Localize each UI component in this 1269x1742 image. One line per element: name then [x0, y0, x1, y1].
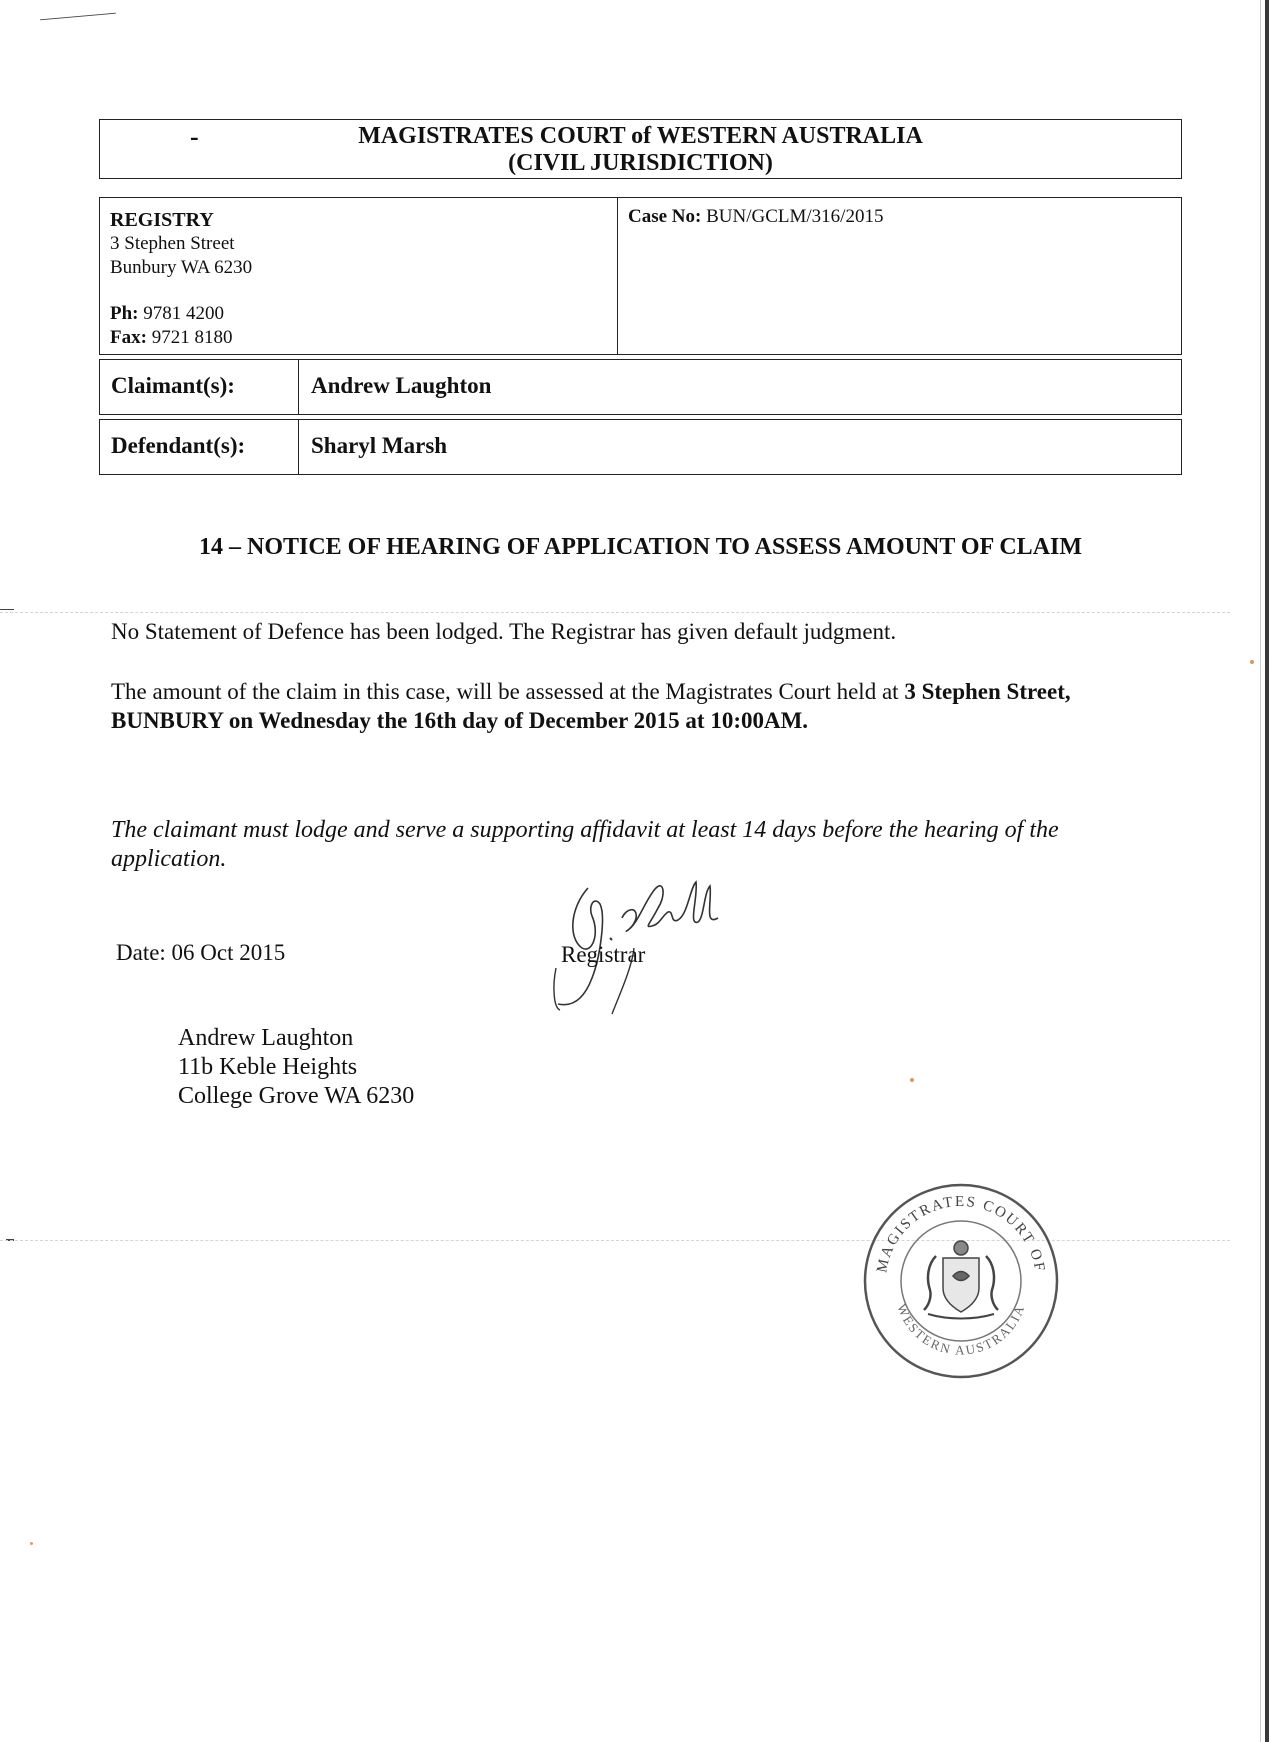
case-number-label: Case No: — [628, 206, 702, 227]
document-date: Date: 06 Oct 2015 — [116, 940, 286, 965]
fax-label: Fax: — [110, 327, 147, 348]
scan-mark-left-1 — [0, 609, 14, 610]
seal-bottom-text: WESTERN AUSTRALIA — [894, 1301, 1028, 1358]
coat-of-arms-icon — [924, 1241, 998, 1319]
registry-details — [100, 198, 618, 354]
paragraph-hearing-details — [111, 677, 1141, 735]
speck — [1250, 660, 1254, 664]
registry-title: REGISTRY — [110, 209, 214, 231]
recipient-address-line2: College Grove WA 6230 — [178, 1083, 415, 1109]
recipient-name: Andrew Laughton — [178, 1025, 354, 1051]
claimant-name: Andrew Laughton — [311, 373, 492, 398]
header-dash: - — [190, 122, 199, 151]
defendant-label: Defendant(s): — [100, 420, 299, 474]
phone-number: 9781 4200 — [143, 303, 224, 324]
seal-top-text: MAGISTRATES COURT OF — [874, 1193, 1048, 1275]
phone-label: Ph: — [110, 303, 139, 324]
paragraph-default-judgment: No Statement of Defence has been lodged. The Registrar has given default judgment. — [111, 619, 897, 644]
defendant-row — [99, 419, 1182, 475]
paragraph-affidavit-requirement: The claimant must lodge and serve a supporting affidavit at least 14 days before the hearing of the application. — [111, 817, 1059, 872]
registry-phone — [110, 302, 607, 326]
registry-box — [99, 197, 1182, 355]
court-jurisdiction: (CIVIL JURISDICTION) — [508, 150, 773, 176]
speck — [910, 1078, 914, 1082]
registry-fax — [110, 326, 607, 350]
scan-edge-shadow — [1265, 0, 1269, 1742]
hearing-location-date: 3 Stephen Street, BUNBURY on Wednesday the 16th day of December 2015 at 10:00AM. — [111, 679, 1071, 733]
court-header-box — [99, 119, 1182, 179]
fold-line-upper — [0, 612, 1230, 613]
registry-address-line2: Bunbury WA 6230 — [110, 257, 253, 278]
notice-title: 14 – NOTICE OF HEARING OF APPLICATION TO ASSESS AMOUNT OF CLAIM — [198, 534, 1083, 560]
registry-address-line1: 3 Stephen Street — [110, 233, 235, 254]
claimant-row — [99, 359, 1182, 415]
case-number-value: BUN/GCLM/316/2015 — [706, 206, 884, 227]
scan-mark-top-left — [40, 13, 116, 21]
court-seal — [858, 1178, 1064, 1384]
registrar-label: Registrar — [561, 942, 646, 967]
claimant-label: Claimant(s): — [100, 360, 299, 414]
hearing-lead-text: The amount of the claim in this case, will be assessed at the Magistrates Court held at — [111, 679, 905, 704]
fax-number: 9721 8180 — [151, 327, 233, 348]
defendant-name: Sharyl Marsh — [311, 433, 448, 458]
scan-edge-line — [1260, 0, 1261, 1742]
speck — [30, 1542, 33, 1545]
recipient-address — [178, 1024, 414, 1111]
case-number — [628, 206, 883, 228]
court-name: MAGISTRATES COURT of WESTERN AUSTRALIA — [358, 123, 923, 149]
recipient-address-line1: 11b Keble Heights — [178, 1054, 358, 1080]
